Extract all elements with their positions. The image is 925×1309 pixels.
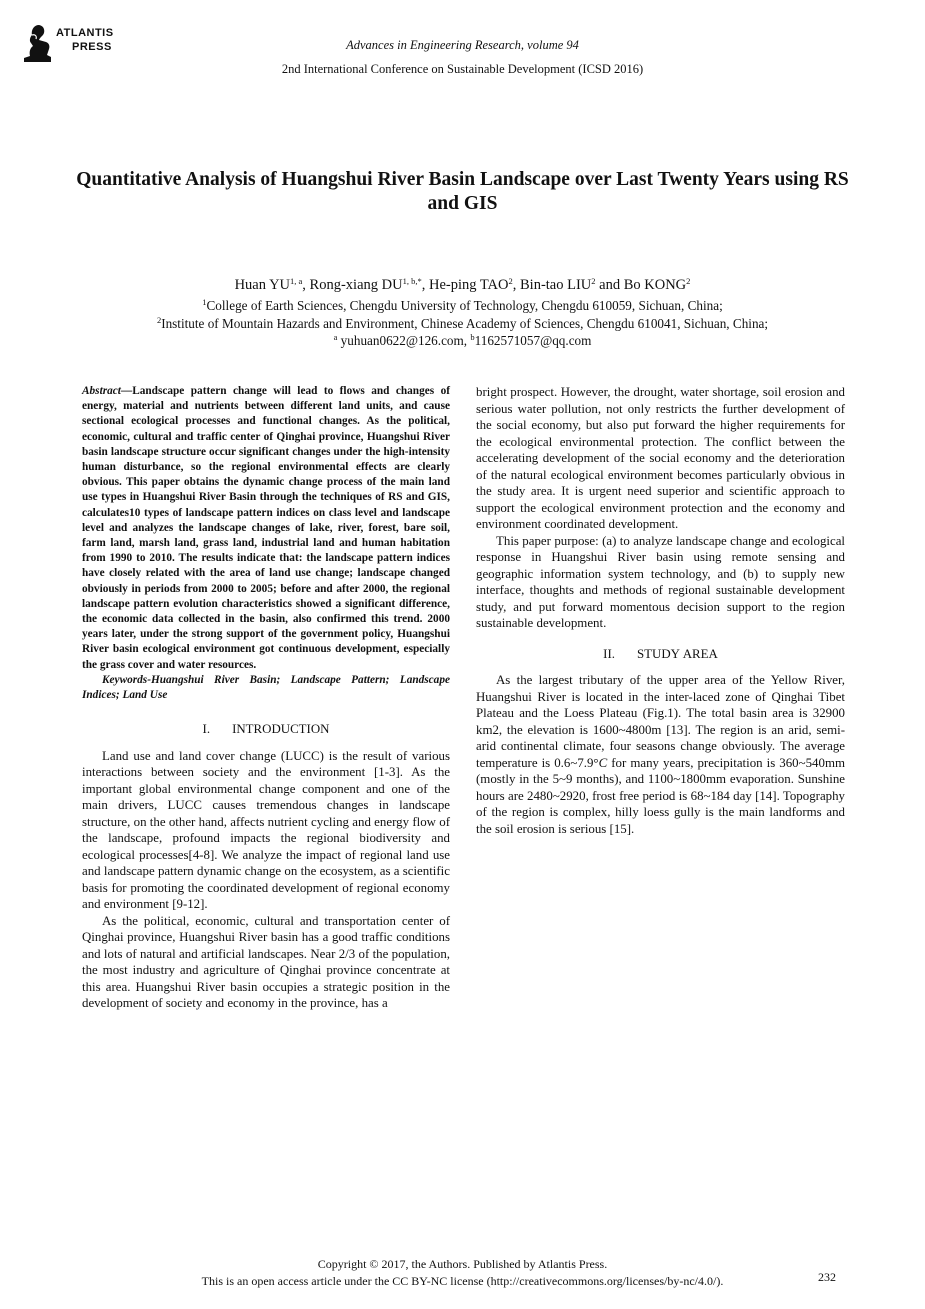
author-name: Bo KONG: [623, 277, 687, 293]
temperature-unit: C: [598, 755, 608, 770]
author-separator: ,: [421, 277, 429, 293]
section-number: I.: [202, 722, 211, 737]
author-separator: and: [595, 277, 624, 293]
abstract-label: Abstract: [82, 385, 121, 397]
author-name: Bin-tao LIU: [520, 277, 592, 293]
affiliation-2: [0, 315, 925, 332]
license-notice: This is an open access article under the CC BY-NC license (http://creativecommons.org/licenses/by-nc/4.0/).: [201, 1274, 724, 1288]
logo-text-press: PRESS: [72, 41, 112, 53]
logo-text-atlantis: ATLANTIS: [56, 27, 114, 39]
journal-header: Advances in Engineering Research, volume 94: [346, 38, 579, 52]
email-address: 1162571057@qq.com: [474, 333, 592, 348]
paragraph: As the political, economic, cultural and transportation center of Qinghai province, Huangshui River basin has a good traffic conditions and lots of natural and artificial landscapes. Near 2/3 of the population, the most industry and agriculture of Qinghai province concentrate at this area. Huangshui River basin occupies a strategic position in the development of society and economy in the province, has a: [82, 913, 450, 1011]
author-list: [0, 275, 925, 295]
affiliation-1: [0, 297, 925, 314]
email-line: [0, 332, 925, 349]
section-number: II.: [603, 646, 615, 661]
paragraph: This paper purpose: (a) to analyze landscape change and ecological response in Huangshui River basin using remote sensing and geographic information system technology, and (b) to supply new interface, thoughts and methods of regional sustainable development study, and put forward momentous decision support to the region sustainable development.: [476, 533, 845, 630]
author-name: Rong-xiang DU: [309, 277, 403, 293]
paragraph-text: for many years, precipitation is 360~540mm (mostly in the 5~9 months), and 1100~1800mm evaporation. Sunshine hours are 2480~2920, frost free period is 68~184 day [14]. Topography of the region is complex, hilly loess gully is the main landforms and the soil erosion is serious [15].: [476, 755, 845, 836]
section-title-initial: I: [232, 722, 237, 737]
section-heading-introduction: [82, 721, 450, 738]
paragraph: [476, 672, 845, 837]
abstract: [82, 384, 450, 673]
author-separator: ,: [512, 277, 520, 293]
affiliation-superscript: 2: [156, 315, 162, 325]
section-title-initial: S: [636, 646, 645, 661]
author-superscript: 1, b,*: [402, 276, 422, 286]
paragraph-text: As the largest tributary of the upper area of the Yellow River, Huangshui River is located in the inter-laced zone of Qinghai Tibet Plateau and the Loess Plateau (Fig.1). The total basin area is 32900 km2, the elevation is 1600~4800m [13]. The region is an arid, semi-arid continental climate, four seasons change obviously. The average temperature is 0.6~7.9°: [476, 673, 845, 770]
author-separator: ,: [302, 277, 310, 293]
email-superscript: b: [470, 332, 475, 342]
author-name: Huan YU: [234, 277, 291, 293]
abstract-text: —Landscape pattern change will lead to flows and changes of energy, material and nutrients between different land units, and cause sectional ecological processes and functional changes. As the political, economic, cultural and traffic center of Qinghai province, Huangshui River basin landscape structure occur significant changes under the high-intensity human disturbance, so the regional environmental effects are clearly obvious. This paper obtains the dynamic change process of the main land use types in Huangshui River Basin through the techniques of RS and GIS, calculates10 types of landscape pattern indices on class level and landscape level and analyzes the landscape changes of lake, river, forest, bare soil, farm land, marsh land, grass land, industrial land and human habitation from 1990 to 2010. The results indicate that: the landscape pattern indices have closely related with the area of land use change; landscape changed obviously in periods from 2000 to 2005; before and after 2000, the regional landscape pattern evolution characteristics showed a significant difference, the economic data collected in the basin, also confirmed this trend. 2000 years later, under the strong support of the government policy, Huangshui River basin ecological environment got continuous development, especially the grass cover and water resources.: [82, 385, 450, 671]
author-superscript: 2: [686, 276, 691, 286]
keywords: Keywords-Huangshui River Basin; Landscape Pattern; Landscape Indices; Land Use: [82, 673, 450, 702]
paper-title: Quantitative Analysis of Huangshui River Basin Landscape over Last Twenty Years using RS and GIS: [76, 169, 849, 214]
paragraph-continued: bright prospect. However, the drought, water shortage, soil erosion and serious water pollution, not only restricts the further development of the social economy, but also put forward the higher requirements for the ecological environmental protection. The conflict between the accelerating development of the social economy and the deterioration of the natural ecological environment becomes particularly obvious in the study area. It is urgent need superior and scientific approach to support the ecological environment protection and the economy and environment coordinated development.: [476, 385, 845, 531]
copyright-notice: Copyright © 2017, the Authors. Published by Atlantis Press.: [317, 1257, 608, 1271]
email-address: yuhuan0622@126.com,: [337, 333, 471, 348]
author-superscript: 2: [508, 276, 513, 286]
conference-header: 2nd International Conference on Sustainable Development (ICSD 2016): [281, 62, 644, 76]
affiliation-text: College of Earth Sciences, Chengdu University of Technology, Chengdu 610059, Sichuan, China;: [206, 298, 723, 313]
section-heading-study-area: [476, 646, 845, 663]
right-column: [476, 384, 845, 837]
section-title-rest: REA: [692, 646, 718, 661]
section-title-rest: NTRODUCTION: [236, 722, 330, 737]
author-superscript: 2: [591, 276, 596, 286]
section-title-rest: TUDY: [644, 646, 683, 661]
section-title-initial: A: [682, 646, 693, 661]
paragraph: Land use and land cover change (LUCC) is the result of various interactions between society and the environment [1-3]. As the important global environmental change component and one of the main drivers, LUCC causes tremendous changes in landscape structure, on the other hand, affects nutrient cycling and energy flow of the landscape, profound impacts the regional biodiversity and ecological processes[4-8]. We analyze the impact of regional land use and landscape pattern dynamic change on the ecosystem, as a scientific basis for promoting the coordinated development of regional economy and environment [9-12].: [82, 748, 450, 912]
email-superscript: a: [333, 332, 338, 342]
author-superscript: 1, a: [290, 276, 303, 286]
affiliation-superscript: 1: [202, 297, 207, 307]
page-number: 232: [818, 1270, 836, 1284]
left-column: [82, 384, 450, 1012]
author-name: He-ping TAO: [428, 277, 509, 293]
affiliation-text: Institute of Mountain Hazards and Environment, Chinese Academy of Sciences, Chengdu 610041, Sichuan, China;: [161, 316, 769, 331]
